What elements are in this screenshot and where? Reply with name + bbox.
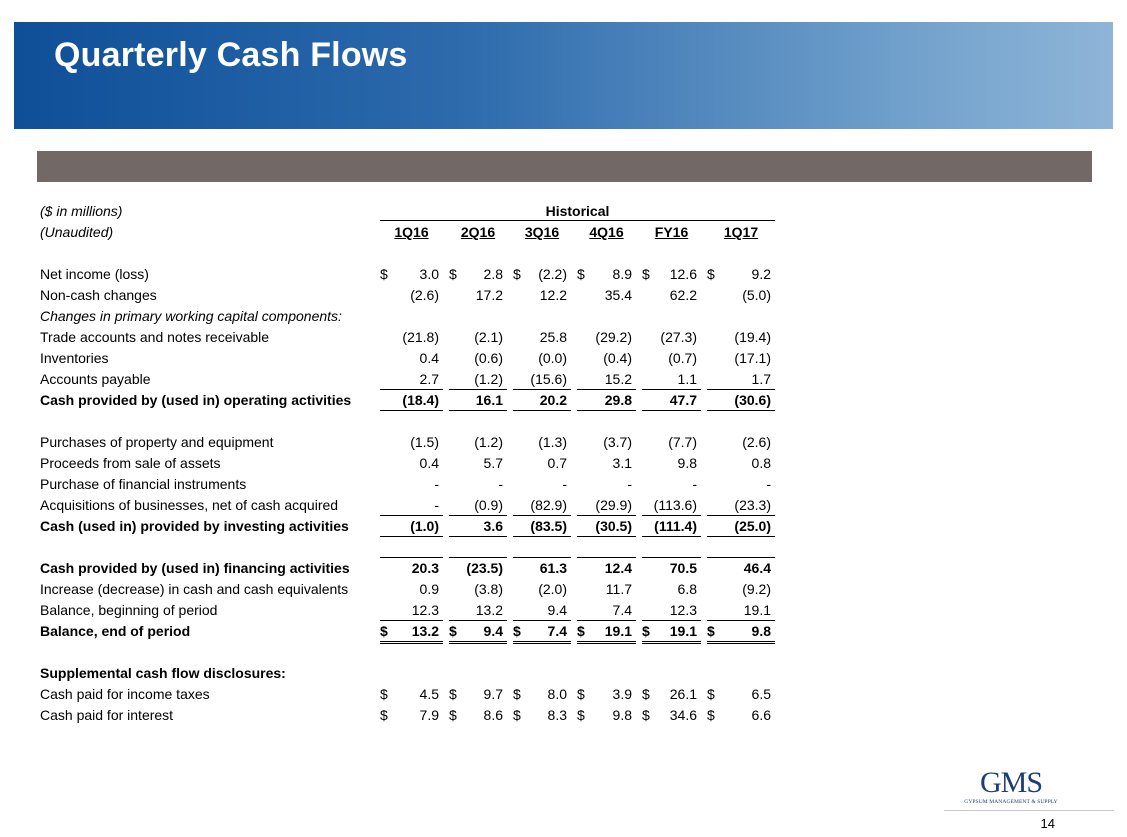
cell-value: (30.5) — [595, 518, 632, 534]
cell-value: 13.2 — [411, 623, 439, 639]
row-label: Trade accounts and notes receivable — [40, 329, 270, 345]
table-cell — [449, 327, 507, 347]
table-cell — [577, 516, 636, 537]
table-row — [40, 306, 780, 327]
dollar-sign: $ — [449, 707, 457, 723]
table-cell — [513, 600, 571, 621]
table-cell — [707, 600, 775, 621]
table-cell — [449, 705, 507, 725]
row-label: Accounts payable — [40, 371, 151, 387]
table-row — [40, 264, 780, 285]
cell-value: 7.4 — [612, 602, 632, 618]
table-cell — [513, 558, 571, 578]
table-cell — [577, 537, 636, 558]
cell-value: - — [627, 476, 632, 492]
cell-value: (9.2) — [742, 581, 771, 597]
cell-value: (2.2) — [538, 266, 567, 282]
table-cell — [449, 558, 507, 578]
row-label: Cash paid for interest — [40, 707, 174, 723]
column-header-fy16: FY16 — [654, 224, 689, 240]
cell-value: - — [498, 476, 503, 492]
row-label: Proceeds from sale of assets — [40, 455, 221, 471]
table-cell — [380, 390, 443, 411]
dollar-sign: $ — [577, 707, 585, 723]
table-cell — [642, 705, 701, 725]
table-cell — [380, 537, 443, 558]
table-row — [40, 495, 780, 516]
cell-value: - — [692, 476, 697, 492]
cell-value: (1.2) — [474, 371, 503, 387]
table-cell — [380, 453, 443, 473]
cell-value: (1.0) — [410, 518, 439, 534]
cell-value: (23.3) — [734, 497, 771, 513]
cell-value: 6.8 — [677, 581, 697, 597]
table-cell — [513, 621, 571, 644]
table-cell — [380, 474, 443, 494]
cell-value: 3.6 — [483, 518, 503, 534]
column-header-4q16: 4Q16 — [589, 224, 624, 240]
dollar-sign: $ — [449, 266, 457, 282]
table-cell — [513, 516, 571, 537]
cell-value: - — [434, 476, 439, 492]
row-label: Increase (decrease) in cash and cash equivalents — [40, 581, 349, 597]
cell-value: (2.1) — [474, 329, 503, 345]
table-row — [40, 558, 780, 579]
cell-value: (7.7) — [668, 434, 697, 450]
row-label: Balance, beginning of period — [40, 602, 218, 618]
table-cell — [380, 285, 443, 305]
table-cell — [707, 558, 775, 578]
row-label: Cash provided by (used in) operating activities — [40, 392, 352, 408]
dollar-sign: $ — [642, 686, 650, 702]
cell-value: - — [434, 497, 439, 513]
section-bar — [37, 151, 1092, 182]
table-row — [40, 432, 780, 453]
table-cell — [449, 474, 507, 494]
cell-value: (27.3) — [660, 329, 697, 345]
cell-value: (3.8) — [474, 581, 503, 597]
table-cell — [707, 390, 775, 411]
dollar-sign: $ — [577, 686, 585, 702]
table-cell — [380, 369, 443, 390]
table-cell — [642, 621, 701, 644]
table-cell — [642, 579, 701, 599]
table-cell — [380, 600, 443, 621]
spacer-row — [40, 243, 780, 264]
historical-header: Historical — [380, 201, 775, 221]
row-label: Inventories — [40, 350, 109, 366]
cell-value: 8.9 — [612, 266, 632, 282]
dollar-sign: $ — [707, 686, 715, 702]
table-cell — [642, 432, 701, 452]
table-row — [40, 285, 780, 306]
dollar-sign: $ — [380, 623, 388, 639]
row-label: Balance, end of period — [40, 623, 191, 639]
dollar-sign: $ — [513, 686, 521, 702]
cell-value: (23.5) — [466, 560, 503, 576]
table-cell — [707, 327, 775, 347]
table-cell — [380, 432, 443, 452]
table-cell — [513, 705, 571, 725]
cell-value: 12.6 — [669, 266, 697, 282]
cell-value: (2.6) — [410, 287, 439, 303]
table-cell — [577, 495, 636, 516]
cell-value: (5.0) — [742, 287, 771, 303]
table-row — [40, 684, 780, 705]
table-cell — [513, 390, 571, 411]
table-cell — [449, 600, 507, 621]
cell-value: (3.7) — [603, 434, 632, 450]
cell-value: (15.6) — [530, 371, 567, 387]
table-cell — [577, 285, 636, 305]
table-cell — [577, 558, 636, 578]
cell-value: (30.6) — [734, 392, 771, 408]
dollar-sign: $ — [380, 266, 388, 282]
table-body — [40, 264, 780, 726]
table-row — [40, 390, 780, 411]
table-cell — [449, 621, 507, 644]
row-label: Acquisitions of businesses, net of cash acquired — [40, 497, 339, 513]
cell-value: - — [766, 476, 771, 492]
cell-value: 1.1 — [677, 371, 697, 387]
column-header-1q17: 1Q17 — [723, 224, 759, 240]
table-cell — [577, 474, 636, 494]
table-cell — [707, 621, 775, 644]
cell-value: 12.3 — [411, 602, 439, 618]
table-cell — [577, 453, 636, 473]
dollar-sign: $ — [449, 623, 457, 639]
table-cell — [642, 474, 701, 494]
table-cell — [513, 432, 571, 452]
table-cell — [577, 390, 636, 411]
row-label: Cash (used in) provided by investing activities — [40, 518, 349, 534]
table-cell — [707, 474, 775, 494]
column-header-3q16: 3Q16 — [524, 224, 560, 240]
cell-value: 12.3 — [669, 602, 697, 618]
dollar-sign: $ — [707, 266, 715, 282]
cell-value: 9.7 — [483, 686, 503, 702]
table-cell — [380, 327, 443, 347]
table-cell — [707, 348, 775, 368]
footer-rule — [944, 810, 1114, 811]
table-cell — [707, 285, 775, 305]
cell-value: 7.4 — [547, 623, 567, 639]
table-cell — [449, 495, 507, 516]
cell-value: 19.1 — [604, 623, 632, 639]
table-cell — [449, 432, 507, 452]
dollar-sign: $ — [642, 266, 650, 282]
dollar-sign: $ — [577, 266, 585, 282]
logo-wordmark: GMS — [979, 766, 1043, 799]
cell-value: (0.4) — [603, 350, 632, 366]
cell-value: (111.4) — [654, 518, 697, 534]
table-row — [40, 537, 780, 558]
column-header-2q16: 2Q16 — [460, 224, 496, 240]
cell-value: (18.4) — [402, 392, 439, 408]
cell-value: 19.1 — [743, 602, 771, 618]
table-cell — [642, 285, 701, 305]
table-row — [40, 621, 780, 642]
dollar-sign: $ — [642, 707, 650, 723]
table-cell — [449, 348, 507, 368]
table-cell — [642, 600, 701, 621]
table-cell — [449, 537, 507, 558]
cell-value: 61.3 — [539, 560, 567, 576]
cell-value: 46.4 — [743, 560, 771, 576]
slide-title: Quarterly Cash Flows — [54, 36, 408, 74]
cell-value: 47.7 — [669, 392, 697, 408]
table-cell — [577, 579, 636, 599]
table-cell — [449, 369, 507, 390]
table-row — [40, 579, 780, 600]
table-row — [40, 348, 780, 369]
table-cell — [642, 495, 701, 516]
table-cell — [642, 537, 701, 558]
table-cell — [380, 516, 443, 537]
table-cell — [380, 558, 443, 578]
page-number: 14 — [1040, 816, 1055, 831]
dollar-sign: $ — [513, 623, 521, 639]
table-cell — [513, 537, 571, 558]
table-cell — [577, 432, 636, 452]
cash-flow-table — [40, 201, 780, 726]
header-row-1 — [40, 201, 780, 222]
table-cell — [577, 264, 636, 284]
table-cell — [642, 390, 701, 411]
cell-value: (113.6) — [653, 497, 697, 513]
table-cell — [707, 705, 775, 725]
dollar-sign: $ — [642, 623, 650, 639]
table-cell — [380, 621, 443, 644]
cell-value: 34.6 — [669, 707, 697, 723]
table-cell — [577, 705, 636, 725]
cell-value: 19.1 — [669, 623, 697, 639]
dollar-sign: $ — [707, 707, 715, 723]
cell-value: 62.2 — [669, 287, 697, 303]
table-cell — [380, 684, 443, 704]
cell-value: 5.7 — [483, 455, 503, 471]
table-row — [40, 663, 780, 684]
table-cell — [449, 264, 507, 284]
cell-value: 9.8 — [677, 455, 697, 471]
cell-value: (0.0) — [538, 350, 567, 366]
cell-value: 16.1 — [475, 392, 503, 408]
table-cell — [513, 348, 571, 368]
table-cell — [380, 495, 443, 516]
table-cell — [449, 390, 507, 411]
table-row — [40, 411, 780, 432]
cell-value: 7.9 — [419, 707, 439, 723]
cell-value: 0.4 — [419, 455, 439, 471]
cell-value: (29.9) — [595, 497, 632, 513]
cell-value: 8.6 — [483, 707, 503, 723]
table-cell — [577, 327, 636, 347]
table-cell — [642, 327, 701, 347]
table-cell — [513, 453, 571, 473]
table-cell — [380, 264, 443, 284]
table-cell — [449, 579, 507, 599]
row-label: Cash provided by (used in) financing activities — [40, 560, 350, 576]
cell-value: 6.5 — [751, 686, 771, 702]
table-cell — [707, 495, 775, 516]
table-row — [40, 369, 780, 390]
table-cell — [642, 516, 701, 537]
table-cell — [513, 495, 571, 516]
dollar-sign: $ — [513, 266, 521, 282]
cell-value: 0.7 — [547, 455, 567, 471]
cell-value: (29.2) — [595, 329, 632, 345]
row-label: Purchase of financial instruments — [40, 476, 247, 492]
dollar-sign: $ — [380, 707, 388, 723]
table-cell — [707, 432, 775, 452]
table-row — [40, 600, 780, 621]
cell-value: 12.2 — [539, 287, 567, 303]
table-cell — [577, 684, 636, 704]
cell-value: (82.9) — [530, 497, 567, 513]
cell-value: 70.5 — [669, 560, 697, 576]
cell-value: 20.3 — [411, 560, 439, 576]
cell-value: 2.8 — [483, 266, 503, 282]
table-cell — [380, 579, 443, 599]
cell-value: 3.9 — [612, 686, 632, 702]
table-row — [40, 516, 780, 537]
table-row — [40, 327, 780, 348]
cell-value: 9.4 — [483, 623, 503, 639]
cell-value: 6.6 — [751, 707, 771, 723]
table-cell — [513, 579, 571, 599]
cell-value: 29.8 — [604, 392, 632, 408]
cell-value: 20.2 — [539, 392, 567, 408]
cell-value: 12.4 — [604, 560, 632, 576]
cell-value: 0.9 — [419, 581, 439, 597]
table-cell — [642, 453, 701, 473]
cell-value: 26.1 — [669, 686, 697, 702]
dollar-sign: $ — [513, 707, 521, 723]
dollar-sign: $ — [380, 686, 388, 702]
cell-value: - — [562, 476, 567, 492]
cell-value: 15.2 — [604, 371, 632, 387]
table-cell — [513, 327, 571, 347]
cell-value: (2.6) — [742, 434, 771, 450]
cell-value: 9.8 — [751, 623, 771, 639]
table-cell — [707, 579, 775, 599]
table-row — [40, 474, 780, 495]
row-label: Purchases of property and equipment — [40, 434, 274, 450]
table-cell — [577, 369, 636, 390]
table-cell — [707, 684, 775, 704]
table-cell — [577, 348, 636, 368]
table-cell — [642, 348, 701, 368]
table-cell — [707, 453, 775, 473]
dollar-sign: $ — [449, 686, 457, 702]
cell-value: (0.6) — [474, 350, 503, 366]
row-label: Non-cash changes — [40, 287, 157, 303]
cell-value: 25.8 — [539, 329, 567, 345]
column-header-1q16: 1Q16 — [394, 224, 429, 240]
table-row — [40, 642, 780, 663]
table-cell — [449, 453, 507, 473]
cell-value: (17.1) — [734, 350, 771, 366]
dollar-sign: $ — [577, 623, 585, 639]
cell-value: (19.4) — [734, 329, 771, 345]
audit-label: (Unaudited) — [40, 224, 114, 240]
table-cell — [642, 264, 701, 284]
cell-value: 1.7 — [751, 371, 771, 387]
cell-value: 17.2 — [475, 287, 503, 303]
table-cell — [642, 684, 701, 704]
table-cell — [449, 285, 507, 305]
cell-value: 9.4 — [547, 602, 567, 618]
cell-value: 3.0 — [419, 266, 439, 282]
cell-value: (1.5) — [410, 434, 439, 450]
table-cell — [380, 705, 443, 725]
table-cell — [513, 285, 571, 305]
cell-value: (1.3) — [538, 434, 567, 450]
row-label: Net income (loss) — [40, 266, 149, 282]
cell-value: (0.9) — [474, 497, 503, 513]
cell-value: 3.1 — [612, 455, 632, 471]
units-label: ($ in millions) — [40, 203, 123, 219]
table-cell — [513, 369, 571, 390]
table-cell — [577, 600, 636, 621]
cell-value: (83.5) — [530, 518, 567, 534]
logo-subtitle: GYPSUM MANAGEMENT & SUPPLY — [964, 799, 1058, 805]
gms-logo — [956, 766, 1066, 806]
cell-value: 9.2 — [751, 266, 771, 282]
cell-value: 35.4 — [604, 287, 632, 303]
cell-value: 8.3 — [547, 707, 567, 723]
row-label: Changes in primary working capital components: — [40, 308, 342, 324]
table-row — [40, 453, 780, 474]
cell-value: 8.0 — [547, 686, 567, 702]
table-cell — [513, 264, 571, 284]
table-cell — [707, 537, 775, 558]
cell-value: (0.7) — [668, 350, 697, 366]
cell-value: 11.7 — [605, 581, 632, 597]
table-cell — [513, 474, 571, 494]
cell-value: (2.0) — [538, 581, 567, 597]
dollar-sign: $ — [707, 623, 715, 639]
cell-value: 2.7 — [419, 371, 439, 387]
cell-value: (25.0) — [734, 518, 771, 534]
table-cell — [449, 516, 507, 537]
table-row — [40, 705, 780, 726]
table-cell — [707, 264, 775, 284]
table-cell — [642, 369, 701, 390]
table-cell — [449, 684, 507, 704]
row-label: Cash paid for income taxes — [40, 686, 210, 702]
table-cell — [707, 369, 775, 390]
cell-value: 0.8 — [751, 455, 771, 471]
table-cell — [707, 516, 775, 537]
header-row-2 — [40, 222, 780, 243]
cell-value: (21.8) — [402, 329, 439, 345]
cell-value: 0.4 — [419, 350, 439, 366]
cell-value: (1.2) — [474, 434, 503, 450]
table-cell — [513, 684, 571, 704]
table-cell — [577, 621, 636, 644]
cell-value: 4.5 — [419, 686, 439, 702]
table-cell — [642, 558, 701, 578]
cell-value: 13.2 — [475, 602, 503, 618]
cell-value: 9.8 — [612, 707, 632, 723]
table-cell — [380, 348, 443, 368]
row-label: Supplemental cash flow disclosures: — [40, 665, 286, 681]
